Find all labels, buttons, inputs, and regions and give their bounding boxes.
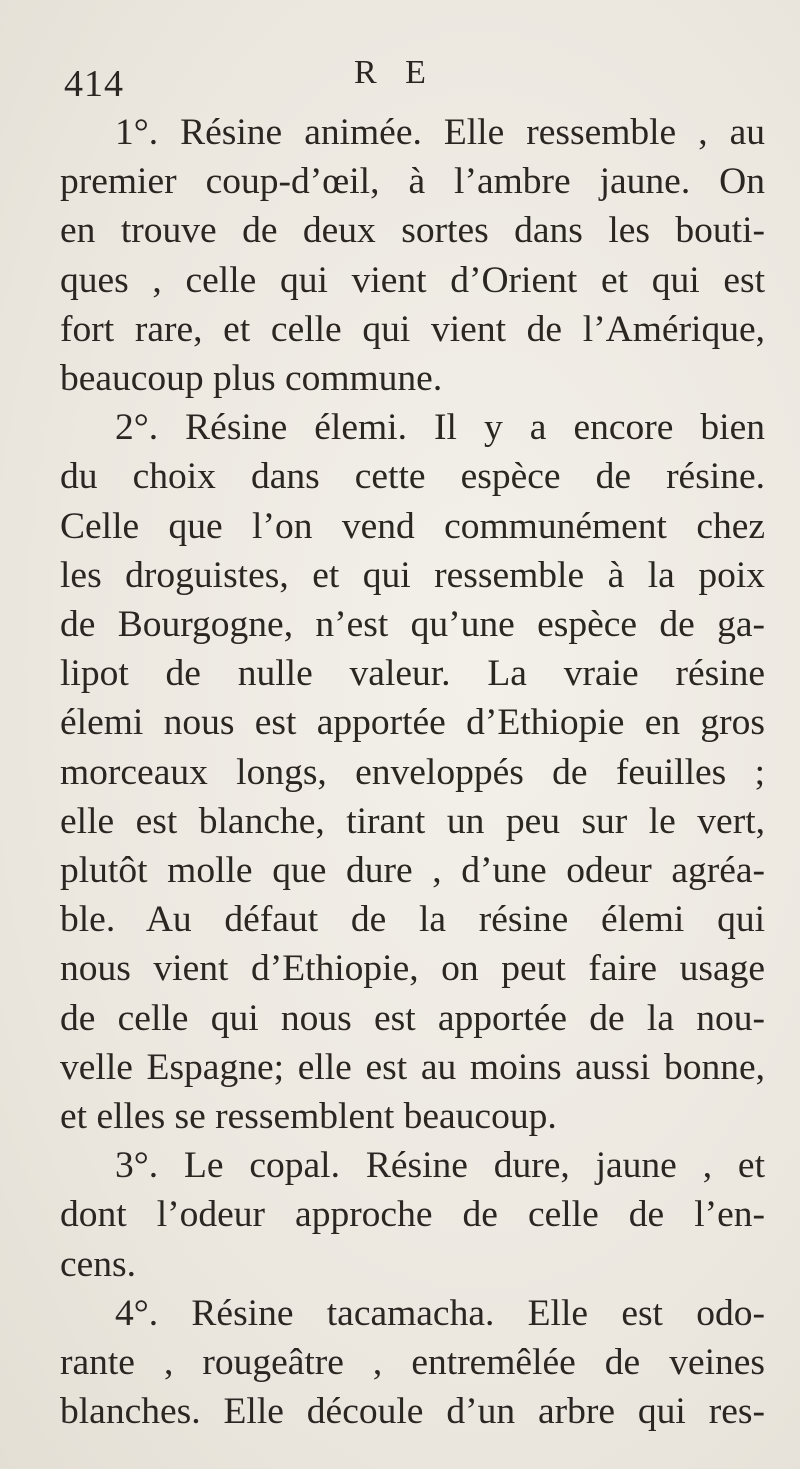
text-line: ble. Au défaut de la résine élemi qui (60, 899, 765, 941)
text-line: elle est blanche, tirant un peu sur le vert, (60, 800, 765, 842)
text-line: premier coup-d’œil, à l’ambre jaune. On (60, 161, 765, 203)
text-line: de Bourgogne, n’est qu’une espèce de ga- (60, 604, 765, 646)
text-line: élemi nous est apportée d’Ethiopie en gros (60, 702, 765, 744)
text-line: du choix dans cette espèce de résine. (60, 456, 765, 498)
text-line: 2°. Résine élemi. Il y a encore bien (115, 407, 765, 449)
text-line: les droguistes, et qui ressemble à la poix (60, 554, 765, 596)
paragraph-resine-elemi (60, 403, 765, 1141)
text-line: 1°. Résine animée. Elle ressemble , au (115, 112, 765, 153)
text-line: blanches. Elle découle d’un arbre qui res- (60, 1391, 765, 1433)
text-line: rante , rougeâtre , entremêlée de veines (60, 1342, 765, 1384)
page-number: 414 (64, 63, 124, 105)
text-line: dont l’odeur approche de celle de l’en- (60, 1194, 765, 1236)
text-line: en trouve de deux sortes dans les bouti- (60, 210, 765, 252)
text-line: velle Espagne; elle est au moins aussi bonne, (60, 1046, 765, 1088)
paragraph-resine-animee (60, 108, 765, 403)
running-head (64, 54, 754, 108)
text-line: 3°. Le copal. Résine dure, jaune , et (115, 1145, 765, 1187)
text-line: fort rare, et celle qui vient de l’Amérique, (60, 308, 765, 350)
paragraph-copal (60, 1141, 765, 1289)
text-line: et elles se ressemblent beaucoup. (60, 1096, 557, 1138)
text-line: ques , celle qui vient d’Orient et qui est (60, 259, 765, 301)
text-line: cens. (60, 1243, 137, 1285)
text-line: morceaux longs, enveloppés de feuilles ; (60, 751, 765, 793)
text-line: plutôt molle que dure , d’une odeur agréa- (60, 850, 765, 892)
text-line: beaucoup plus commune. (60, 358, 443, 400)
running-title: R E (354, 54, 436, 91)
body-text (60, 108, 765, 1436)
text-line: nous vient d’Ethiopie, on peut faire usage (60, 948, 765, 990)
text-line: de celle qui nous est apportée de la nou- (60, 997, 765, 1039)
text-line: Celle que l’on vend communément chez (60, 505, 765, 547)
text-line: lipot de nulle valeur. La vraie résine (60, 653, 765, 695)
text-line: 4°. Résine tacamacha. Elle est odo- (115, 1292, 765, 1334)
paragraph-tacamacha (60, 1289, 765, 1437)
